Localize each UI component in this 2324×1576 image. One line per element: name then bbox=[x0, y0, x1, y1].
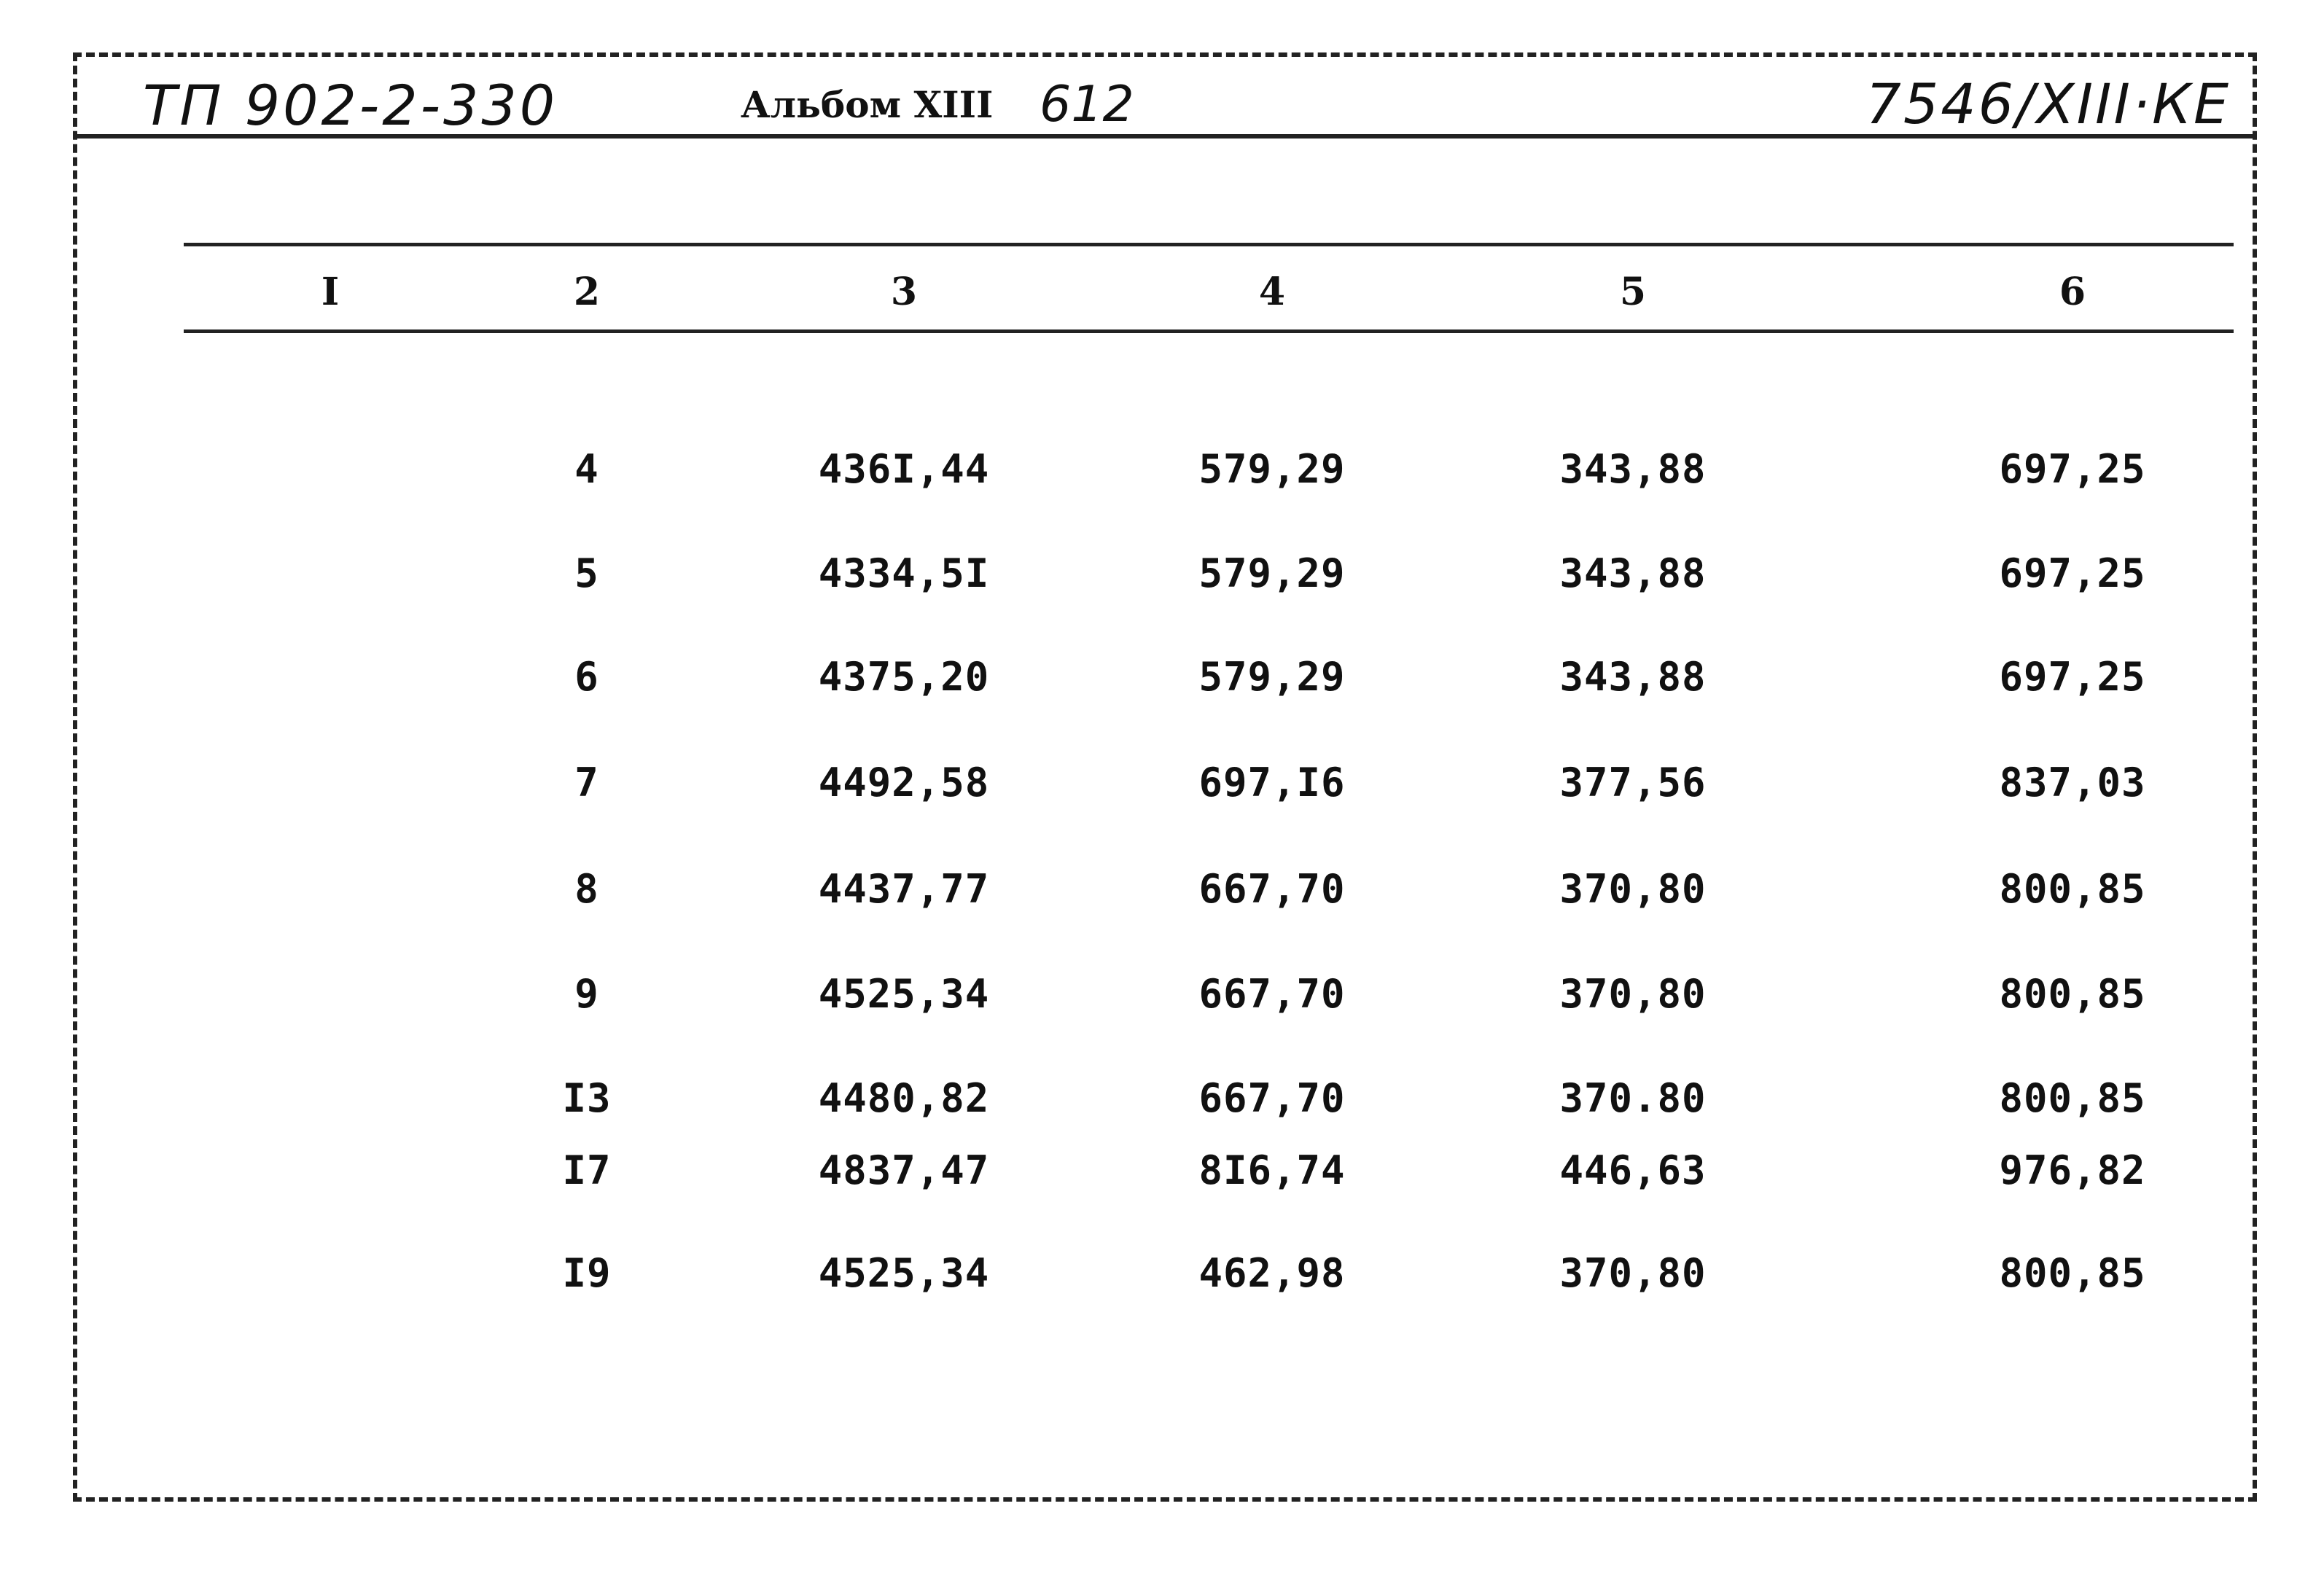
table-cell-r9-c5: 370,80 bbox=[1559, 1250, 1707, 1296]
table-cell-r3-c3: 4375,20 bbox=[818, 654, 990, 700]
table-cell-r7-c4: 667,70 bbox=[1198, 1075, 1346, 1121]
column-header-3: 3 bbox=[890, 270, 918, 314]
table-cell-r7-c3: 4480,82 bbox=[818, 1075, 990, 1121]
table-cell-r9-c3: 4525,34 bbox=[818, 1250, 990, 1296]
table-cell-r4-c5: 377,56 bbox=[1559, 760, 1707, 805]
column-header-2: 2 bbox=[573, 270, 601, 314]
table-cell-r9-c4: 462,98 bbox=[1198, 1250, 1346, 1296]
album-label: Альбом XIII bbox=[741, 83, 994, 126]
table-cell-r2-c4: 579,29 bbox=[1198, 550, 1346, 596]
table-cell-r8-c6: 976,82 bbox=[1999, 1147, 2146, 1193]
table-cell-r8-c4: 8I6,74 bbox=[1198, 1147, 1346, 1193]
table-cell-r6-c3: 4525,34 bbox=[818, 971, 990, 1017]
table-cell-r5-c4: 667,70 bbox=[1198, 866, 1346, 912]
table-cell-r8-c2: I7 bbox=[562, 1147, 612, 1193]
table-cell-r7-c6: 800,85 bbox=[1999, 1075, 2146, 1121]
table-cell-r1-c4: 579,29 bbox=[1198, 446, 1346, 492]
table-cell-r2-c2: 5 bbox=[574, 550, 599, 596]
column-header-6: 6 bbox=[2059, 270, 2086, 314]
table-cell-r3-c2: 6 bbox=[574, 654, 599, 700]
table-cell-r5-c3: 4437,77 bbox=[818, 866, 990, 912]
table-cell-r1-c3: 436I,44 bbox=[818, 446, 990, 492]
document-reference: 7546/XIII·КЕ bbox=[1865, 71, 2231, 136]
table-cell-r7-c5: 370.80 bbox=[1559, 1075, 1707, 1121]
table-cell-r3-c5: 343,88 bbox=[1559, 654, 1707, 700]
table-cell-r5-c5: 370,80 bbox=[1559, 866, 1707, 912]
table-cell-r7-c2: I3 bbox=[562, 1075, 612, 1121]
page-number: 612 bbox=[1040, 76, 1134, 133]
table-cell-r3-c4: 579,29 bbox=[1198, 654, 1346, 700]
table-cell-r4-c4: 697,I6 bbox=[1198, 760, 1346, 805]
table-top-rule bbox=[184, 243, 2234, 246]
table-cell-r6-c2: 9 bbox=[574, 971, 599, 1017]
table-cell-r4-c3: 4492,58 bbox=[818, 760, 990, 805]
table-cell-r8-c5: 446,63 bbox=[1559, 1147, 1707, 1193]
column-header-5: 5 bbox=[1619, 270, 1647, 314]
table-cell-r6-c6: 800,85 bbox=[1999, 971, 2146, 1017]
table-header-rule bbox=[184, 329, 2234, 333]
table-cell-r8-c3: 4837,47 bbox=[818, 1147, 990, 1193]
table-cell-r4-c2: 7 bbox=[574, 760, 599, 805]
document-frame bbox=[73, 52, 2257, 1502]
column-header-1: I bbox=[321, 270, 340, 314]
title-block bbox=[77, 57, 2253, 139]
table-cell-r2-c5: 343,88 bbox=[1559, 550, 1707, 596]
table-cell-r5-c6: 800,85 bbox=[1999, 866, 2146, 912]
project-code: ТП 902-2-330 bbox=[143, 73, 558, 138]
table-cell-r2-c6: 697,25 bbox=[1999, 550, 2146, 596]
table-cell-r5-c2: 8 bbox=[574, 866, 599, 912]
table-cell-r2-c3: 4334,5I bbox=[818, 550, 990, 596]
table-cell-r6-c5: 370,80 bbox=[1559, 971, 1707, 1017]
table-cell-r1-c5: 343,88 bbox=[1559, 446, 1707, 492]
table-cell-r1-c2: 4 bbox=[574, 446, 599, 492]
table-cell-r1-c6: 697,25 bbox=[1999, 446, 2146, 492]
table-cell-r4-c6: 837,03 bbox=[1999, 760, 2146, 805]
table-cell-r9-c6: 800,85 bbox=[1999, 1250, 2146, 1296]
table-cell-r9-c2: I9 bbox=[562, 1250, 612, 1296]
table-cell-r3-c6: 697,25 bbox=[1999, 654, 2146, 700]
column-header-4: 4 bbox=[1258, 270, 1286, 314]
table-cell-r6-c4: 667,70 bbox=[1198, 971, 1346, 1017]
